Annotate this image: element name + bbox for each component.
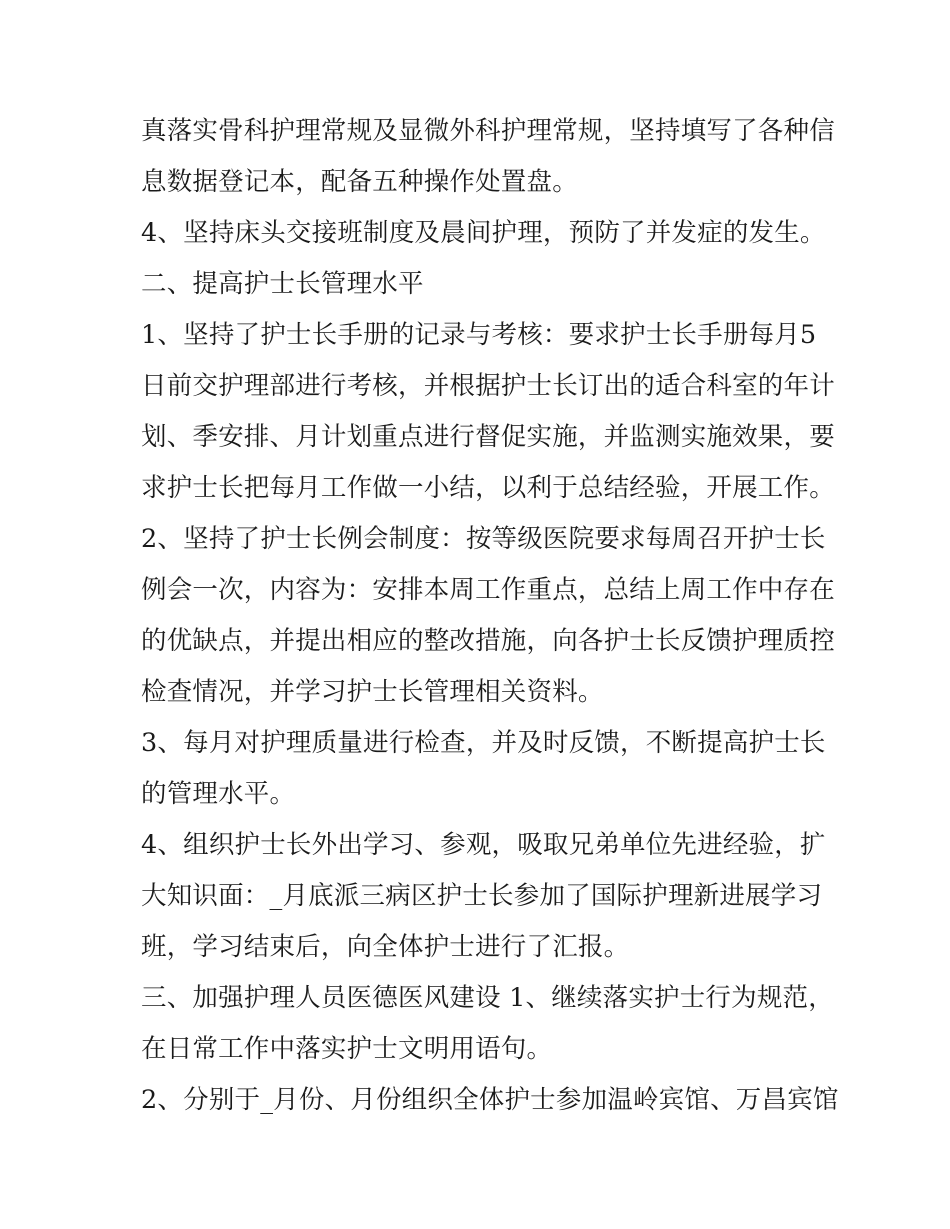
text-line: 大知识面：_月底派三病区护士长参加了国际护理新进展学习 — [141, 881, 823, 911]
text-line: 2、坚持了护士长例会制度：按等级医院要求每周召开护士长 — [141, 524, 826, 554]
section-heading: 二、提高护士长管理水平 — [141, 269, 424, 299]
text-line: 求护士长把每月工作做一小结，以利于总结经验，开展工作。 — [141, 473, 835, 503]
section-heading: 三、加强护理人员医德医风建设 1、继续落实护士行为规范， — [141, 983, 834, 1013]
text-line: 检查情况，并学习护士长管理相关资料。 — [141, 677, 604, 707]
text-line: 1、坚持了护士长手册的记录与考核：要求护士长手册每月5 — [141, 320, 817, 350]
text-line: 真落实骨科护理常规及显微外科护理常规，坚持填写了各种信 — [141, 116, 835, 146]
text-line: 4、坚持床头交接班制度及晨间护理，预防了并发症的发生。 — [141, 218, 826, 248]
text-line: 例会一次，内容为：安排本周工作重点，总结上周工作中存在 — [141, 575, 835, 605]
text-line: 息数据登记本，配备五种操作处置盘。 — [141, 167, 578, 197]
text-line: 在日常工作中落实护士文明用语句。 — [141, 1034, 553, 1064]
text-line: 划、季安排、月计划重点进行督促实施，并监测实施效果，要 — [141, 422, 835, 452]
text-line: 2、分别于_月份、月份组织全体护士参加温岭宾馆、万昌宾馆 — [141, 1085, 839, 1115]
text-line: 的管理水平。 — [141, 779, 296, 809]
text-line: 的优缺点，并提出相应的整改措施，向各护士长反馈护理质控 — [141, 626, 835, 656]
text-line: 日前交护理部进行考核，并根据护士长订出的适合科室的年计 — [141, 371, 835, 401]
text-line: 4、组织护士长外出学习、参观，吸取兄弟单位先进经验，扩 — [141, 830, 826, 860]
text-line: 班，学习结束后，向全体护士进行了汇报。 — [141, 932, 630, 962]
document-body — [141, 106, 839, 1126]
text-line: 3、每月对护理质量进行检查，并及时反馈，不断提高护士长 — [141, 728, 826, 758]
